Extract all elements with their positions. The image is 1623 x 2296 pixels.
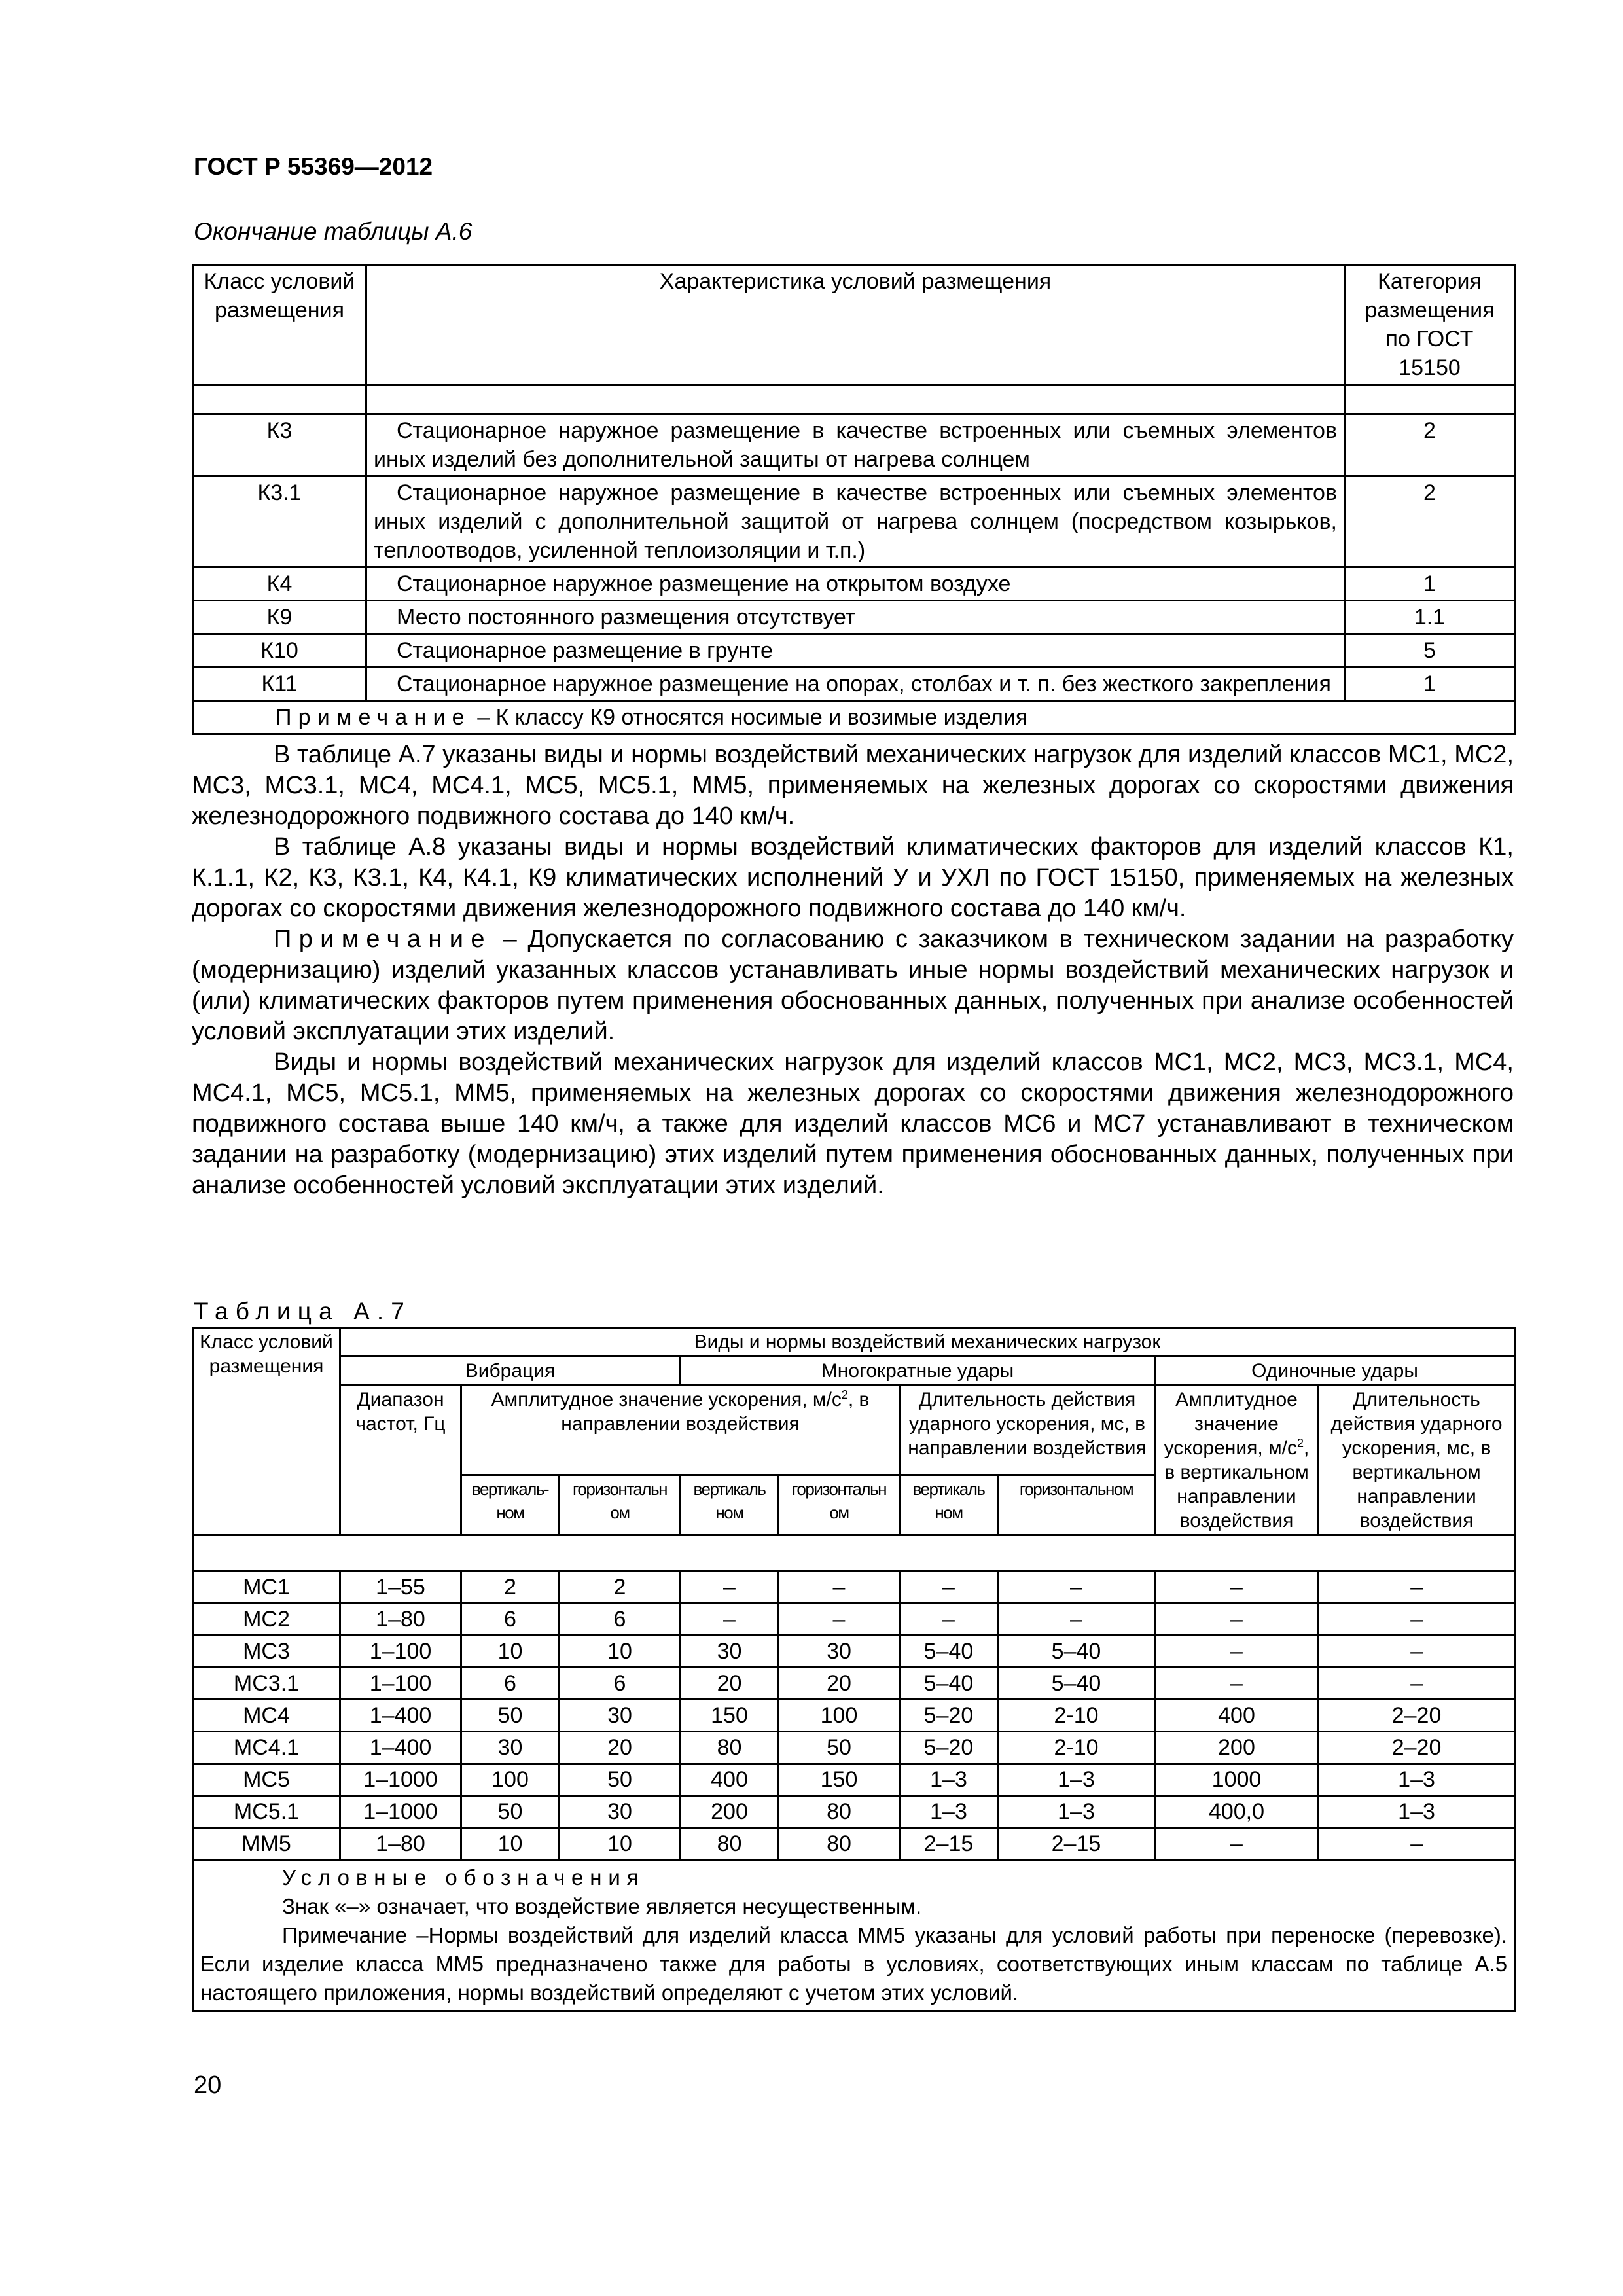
table-row <box>193 1604 1515 1636</box>
cell-category: 1.1 <box>1345 601 1515 634</box>
header-horizontal: горизонтальном <box>998 1475 1155 1535</box>
table-cell: – <box>779 1604 900 1636</box>
cell-category: 1 <box>1345 668 1515 701</box>
table-cell: 5–40 <box>998 1636 1155 1668</box>
table-caption: Таблица А.7 <box>194 1298 412 1325</box>
table-cell: – <box>779 1571 900 1604</box>
paragraph: Виды и нормы воздействий механических нагрузок для изделий классов МС1, МС2, МС3, МС3.1, МС4, МС4.1, МС5, МС5.1, ММ5, применяемых на железных дорогах со скоростями движения железнодорожного подвижного состава выше 140 км/ч, а также для изделий классов МС6 и МС7 устанавливают в техническом задании на разработку (модернизацию) этих изделий путем применения обоснованных данных, полученных при анализе особенностей условий эксплуатации этих изделий. <box>192 1049 1514 1199</box>
table-cell: 150 <box>779 1764 900 1796</box>
table-cell: – <box>681 1571 779 1604</box>
table-cell: 1–3 <box>900 1796 998 1828</box>
table-cell: 1–80 <box>340 1604 461 1636</box>
table-cell: 1–3 <box>1319 1796 1515 1828</box>
table-row <box>193 1571 1515 1604</box>
cell-characteristic: Стационарное наружное размещение на опорах, столбах и т. п. без жесткого закрепления <box>366 668 1345 701</box>
note-label: Примечание <box>274 925 492 953</box>
table-cell: 5–40 <box>998 1668 1155 1700</box>
table-cell: 1–80 <box>340 1828 461 1860</box>
cell-class: К11 <box>193 668 366 701</box>
cell-characteristic: Стационарное наружное размещение на открытом воздухе <box>366 567 1345 601</box>
table-cell: 2-10 <box>998 1732 1155 1764</box>
header-vertical: вертикаль ном <box>681 1475 779 1535</box>
table-cell: 100 <box>779 1700 900 1732</box>
table-legend <box>193 1860 1515 2011</box>
cell-class: МС1 <box>193 1571 340 1604</box>
table-cell: 1–55 <box>340 1571 461 1604</box>
table-a7 <box>192 1327 1516 2012</box>
note-paragraph <box>192 924 1514 1047</box>
legend-sign: Знак «–» означает, что воздействие является несущественным. <box>282 1894 922 1918</box>
header-single-duration: Длительность действия ударного ускорения, мс, в вертикальном направлении воздействия <box>1319 1386 1515 1535</box>
table-cell: 1–100 <box>340 1668 461 1700</box>
table-cell: 1–400 <box>340 1732 461 1764</box>
table-cell: 400,0 <box>1155 1796 1319 1828</box>
table-cell: 80 <box>779 1828 900 1860</box>
table-row <box>193 1764 1515 1796</box>
table-row <box>193 567 1515 601</box>
header-category: Категория размещения по ГОСТ 15150 <box>1345 265 1515 385</box>
cell-class: МС5.1 <box>193 1796 340 1828</box>
table-cell: 2–20 <box>1319 1732 1515 1764</box>
table-note <box>193 701 1515 734</box>
cell-characteristic: Стационарное наружное размещение в качестве встроенных или съемных элементов иных изделий с дополнительной защитой от нагрева солнцем (посредством козырьков, теплоотводов, усиленной теплоизоляции и т.п.) <box>366 476 1345 567</box>
table-cell: 1–3 <box>900 1764 998 1796</box>
table-cell: 80 <box>681 1828 779 1860</box>
table-cell: 80 <box>779 1796 900 1828</box>
table-cell: – <box>1155 1604 1319 1636</box>
table-cell: 80 <box>681 1732 779 1764</box>
paragraph: В таблице А.7 указаны виды и нормы воздействий механических нагрузок для изделий классов МС1, МС2, МС3, МС3.1, МС4, МС4.1, МС5, МС5.1, ММ5, применяемых на железных дорогах со скоростями движения железнодорожного подвижного состава до 140 км/ч. <box>192 741 1514 830</box>
table-cell: 50 <box>560 1764 681 1796</box>
table-cell: 6 <box>461 1668 560 1700</box>
table-cell: 6 <box>560 1668 681 1700</box>
table-row <box>193 476 1515 567</box>
table-cell: – <box>1155 1668 1319 1700</box>
header-single-shocks: Одиночные удары <box>1155 1357 1515 1386</box>
table-row <box>193 414 1515 476</box>
cell-category: 5 <box>1345 634 1515 668</box>
table-cell: 5–20 <box>900 1732 998 1764</box>
cell-class: МС5 <box>193 1764 340 1796</box>
cell-category: 2 <box>1345 476 1515 567</box>
table-cell: 6 <box>560 1604 681 1636</box>
header-amplitude: Амплитудное значение ускорения, $м/с^2$, в направлении воздействия <box>461 1386 900 1475</box>
table-cell: 10 <box>461 1636 560 1668</box>
table-cell: 5–20 <box>900 1700 998 1732</box>
table-row <box>193 1828 1515 1860</box>
cell-class: МС3.1 <box>193 1668 340 1700</box>
table-cell: 30 <box>560 1796 681 1828</box>
body-text <box>192 740 1514 1201</box>
table-cell: – <box>998 1604 1155 1636</box>
header-horizontal: горизонтальн ом <box>560 1475 681 1535</box>
cell-characteristic: Стационарное размещение в грунте <box>366 634 1345 668</box>
table-cell: – <box>1319 1828 1515 1860</box>
cell-class: К3.1 <box>193 476 366 567</box>
page-number: 20 <box>194 2072 222 2099</box>
table-cell: 1–3 <box>998 1764 1155 1796</box>
table-row <box>193 634 1515 668</box>
cell-class: ММ5 <box>193 1828 340 1860</box>
table-cell: 2 <box>461 1571 560 1604</box>
table-cell: 50 <box>461 1796 560 1828</box>
table-cell: 10 <box>560 1828 681 1860</box>
table-cell: 100 <box>461 1764 560 1796</box>
cell-class: К9 <box>193 601 366 634</box>
header-vertical: вертикаль ном <box>900 1475 998 1535</box>
table-cell: – <box>900 1571 998 1604</box>
table-cell: 1–400 <box>340 1700 461 1732</box>
table-spacer-row <box>193 385 1515 414</box>
cell-class: МС2 <box>193 1604 340 1636</box>
cell-class: МС4.1 <box>193 1732 340 1764</box>
table-row <box>193 1796 1515 1828</box>
table-cell: 1–1000 <box>340 1764 461 1796</box>
cell-characteristic: Место постоянного размещения отсутствует <box>366 601 1345 634</box>
table-cell: 200 <box>681 1796 779 1828</box>
note-text: – К классу К9 относятся носимые и возимые изделия <box>471 705 1028 730</box>
header-vibration: Вибрация <box>340 1357 681 1386</box>
table-cell: – <box>1319 1571 1515 1604</box>
table-cell: 400 <box>681 1764 779 1796</box>
table-cell: – <box>1155 1571 1319 1604</box>
table-cell: 400 <box>1155 1700 1319 1732</box>
header-vertical: вертикаль- ном <box>461 1475 560 1535</box>
table-continuation-caption: Окончание таблицы А.6 <box>194 218 473 245</box>
table-cell: 50 <box>779 1732 900 1764</box>
header-duration: Длительность действия ударного ускорения, мс, в направлении воздействия <box>900 1386 1155 1475</box>
header-frequency: Диапазон частот, Гц <box>340 1386 461 1535</box>
table-cell: 10 <box>560 1636 681 1668</box>
table-cell: 2–15 <box>998 1828 1155 1860</box>
cell-category: 2 <box>1345 414 1515 476</box>
table-cell: 20 <box>560 1732 681 1764</box>
table-cell: 1–100 <box>340 1636 461 1668</box>
cell-class: К4 <box>193 567 366 601</box>
table-cell: 1000 <box>1155 1764 1319 1796</box>
table-cell: 150 <box>681 1700 779 1732</box>
table-cell: 2–20 <box>1319 1700 1515 1732</box>
table-cell: – <box>1319 1668 1515 1700</box>
cell-class: К10 <box>193 634 366 668</box>
table-cell: 6 <box>461 1604 560 1636</box>
table-cell: – <box>1319 1604 1515 1636</box>
note-label: Примечание <box>276 705 471 730</box>
table-cell: – <box>1155 1828 1319 1860</box>
table-cell: 1–3 <box>998 1796 1155 1828</box>
table-cell: – <box>1155 1636 1319 1668</box>
table-row <box>193 1636 1515 1668</box>
header-group: Виды и нормы воздействий механических нагрузок <box>340 1328 1515 1357</box>
table-legend-row <box>193 1860 1515 2011</box>
table-cell: – <box>900 1604 998 1636</box>
table-cell: 2-10 <box>998 1700 1155 1732</box>
table-cell: 10 <box>461 1828 560 1860</box>
header-horizontal: горизонтальн ом <box>779 1475 900 1535</box>
table-cell: – <box>998 1571 1155 1604</box>
table-cell: 5–40 <box>900 1636 998 1668</box>
table-cell: 30 <box>461 1732 560 1764</box>
document-header: ГОСТ Р 55369—2012 <box>194 153 433 180</box>
table-cell: 2 <box>560 1571 681 1604</box>
table-note-row <box>193 701 1515 734</box>
table-cell: 200 <box>1155 1732 1319 1764</box>
table-cell: 1–3 <box>1319 1764 1515 1796</box>
note-text: – Допускается по согласованию с заказчиком в техническом задании на разработку (модернизацию) изделий указанных классов устанавливать иные нормы воздействий механических нагрузок и (или) климатических факторов путем применения обоснованных данных, полученных при анализе особенностей условий эксплуатации этих изделий. <box>192 925 1514 1045</box>
table-cell: – <box>1319 1636 1515 1668</box>
cell-class: МС3 <box>193 1636 340 1668</box>
table-spacer-row <box>193 1535 1515 1571</box>
table-cell: 50 <box>461 1700 560 1732</box>
table-cell: 20 <box>779 1668 900 1700</box>
table-cell: 2–15 <box>900 1828 998 1860</box>
cell-class: МС4 <box>193 1700 340 1732</box>
table-cell: 5–40 <box>900 1668 998 1700</box>
cell-characteristic: Стационарное наружное размещение в качестве встроенных или съемных элементов иных изделий без дополнительной защиты от нагрева солнцем <box>366 414 1345 476</box>
table-cell: – <box>681 1604 779 1636</box>
table-header-row <box>193 265 1515 385</box>
table-cell: 20 <box>681 1668 779 1700</box>
header-multiple-shocks: Многократные удары <box>681 1357 1155 1386</box>
table-row <box>193 601 1515 634</box>
header-class: Класс условий размещения <box>193 265 366 385</box>
cell-class: К3 <box>193 414 366 476</box>
cell-category: 1 <box>1345 567 1515 601</box>
table-row <box>193 668 1515 701</box>
table-cell: 30 <box>681 1636 779 1668</box>
paragraph: В таблице А.8 указаны виды и нормы воздействий климатических факторов для изделий классов К1, К.1.1, К2, К3, К3.1, К4, К4.1, К9 климатических исполнений У и УХЛ по ГОСТ 15150, применяемых на железных дорогах со скоростями движения железнодорожного подвижного состава до 140 км/ч. <box>192 833 1514 922</box>
legend-note: Примечание –Нормы воздействий для изделий класса ММ5 указаны для условий работы при переноске (перевозке). Если изделие класса ММ5 предназначено также для работы в условиях, соответствующих иным классам по таблице А.5 настоящего приложения, нормы воздействий определяют с учетом этих условий. <box>200 1923 1508 2005</box>
table-row <box>193 1732 1515 1764</box>
table-row <box>193 1668 1515 1700</box>
table-cell: 30 <box>779 1636 900 1668</box>
header-class: Класс условий размещения <box>193 1328 340 1535</box>
table-cell: 30 <box>560 1700 681 1732</box>
table-a6 <box>192 264 1516 735</box>
table-cell: 1–1000 <box>340 1796 461 1828</box>
table-row <box>193 1700 1515 1732</box>
legend-title: Условные обозначения <box>282 1865 645 1890</box>
header-single-amplitude: Амплитудное значение ускорения, $м/с^2$, в вертикальном направлении воздействия <box>1155 1386 1319 1535</box>
header-characteristic: Характеристика условий размещения <box>366 265 1345 385</box>
